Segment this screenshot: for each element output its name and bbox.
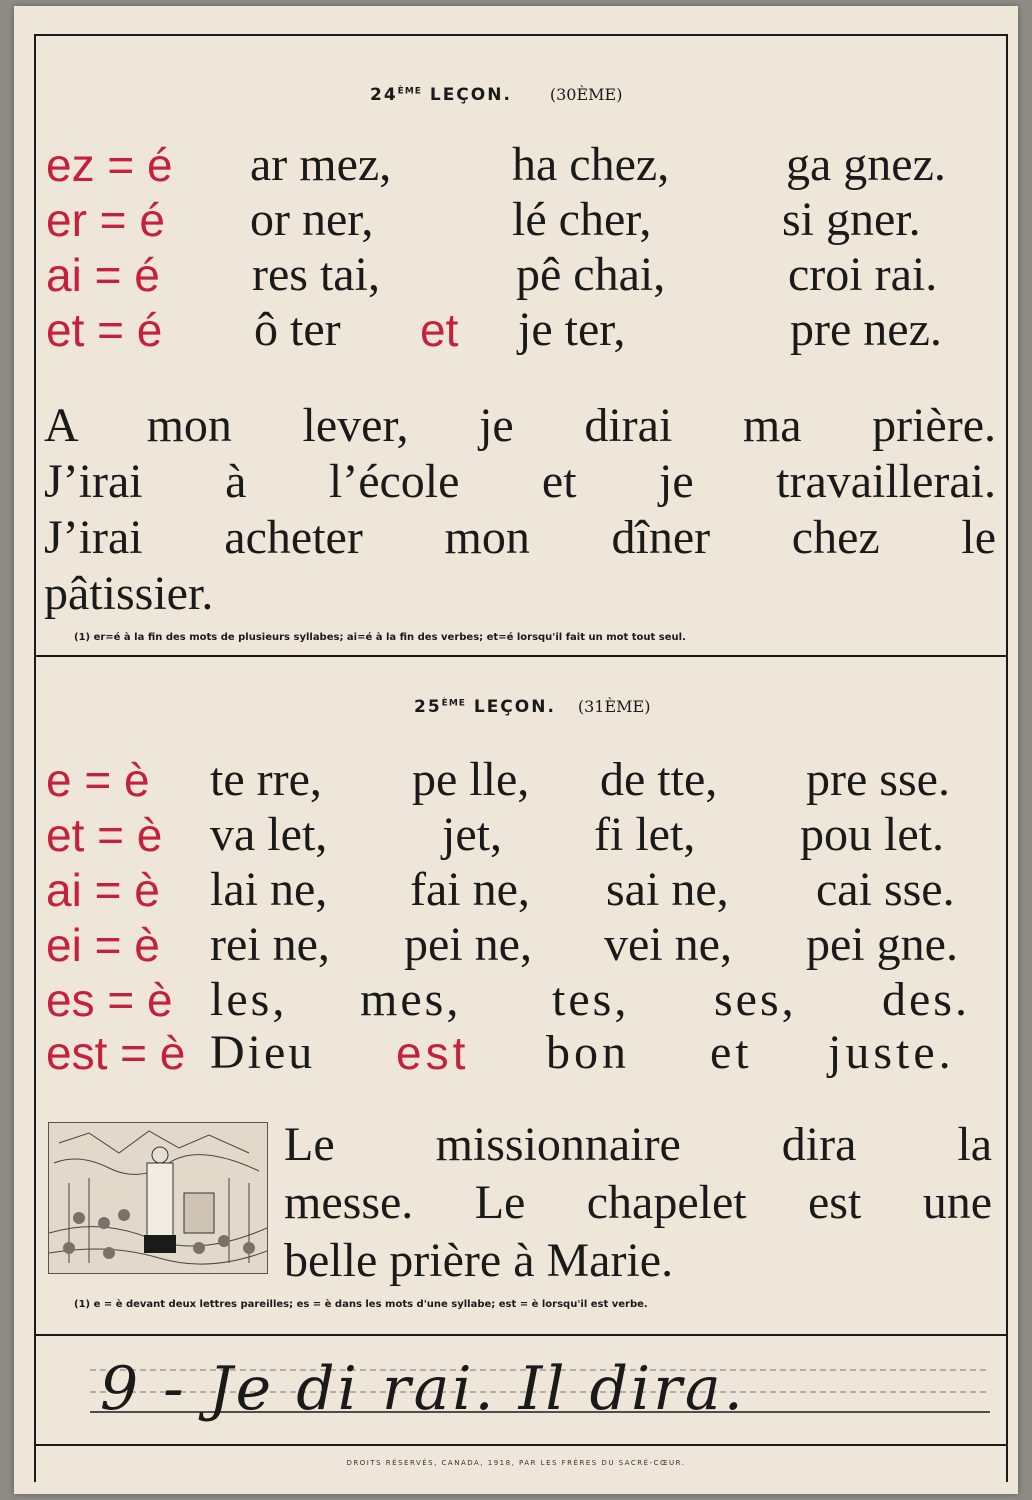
reading-line: belle prière à Marie.	[284, 1234, 674, 1287]
example-word: Dieu	[210, 1026, 316, 1079]
rule-key: et = è	[46, 809, 163, 861]
example-word: des.	[882, 973, 970, 1026]
missionary-illustration	[48, 1122, 268, 1274]
example-word: lai ne,	[210, 863, 328, 916]
example-word: je ter,	[518, 303, 626, 356]
example-word: pei gne.	[806, 918, 958, 971]
rule-key: ai = è	[46, 864, 160, 916]
example-word: rei ne,	[210, 918, 330, 971]
example-word: lé cher,	[512, 193, 652, 246]
lesson24-row	[46, 250, 996, 300]
lesson24-row	[46, 140, 996, 190]
example-word: ô ter	[254, 303, 341, 356]
lesson25-row	[46, 810, 996, 860]
section-divider	[34, 655, 1006, 657]
lesson25-row	[46, 920, 996, 970]
example-word: pe lle,	[412, 753, 530, 806]
example-word: vei ne,	[604, 918, 732, 971]
lesson24-alt-number: (30ÈME)	[549, 85, 623, 104]
lesson25-footnote: (1) e = è devant deux lettres pareilles; es = è dans les mots d'une syllabe; est = è lorsqu'il est verbe.	[74, 1299, 648, 1310]
lesson25-alt-number: (31ÈME)	[577, 697, 651, 716]
example-word: pê chai,	[516, 248, 666, 301]
example-word: pei ne,	[404, 918, 532, 971]
lesson25-number: 25	[414, 697, 442, 717]
rule-key: et = é	[46, 304, 163, 356]
rule-key: est = è	[46, 1027, 186, 1079]
example-word: pou let.	[800, 808, 944, 861]
example-word: sai ne,	[606, 863, 729, 916]
example-word: jet,	[442, 808, 502, 861]
example-word: pre nez.	[790, 303, 942, 356]
reading-line: A mon lever, je dirai ma prière.	[44, 399, 996, 452]
lesson24-row	[46, 305, 996, 355]
lesson24-row	[46, 195, 996, 245]
rule-key: ei = è	[46, 919, 160, 971]
bottom-rule	[34, 1444, 1006, 1446]
reading-line: pâtissier.	[44, 567, 214, 620]
reading-line: messe. Le chapelet est une	[284, 1176, 992, 1229]
lesson25-suffix: ÈME	[441, 698, 466, 709]
rule-key: e = è	[46, 754, 150, 806]
rule-key: es = è	[46, 974, 173, 1026]
lesson25-reading-text	[284, 1116, 992, 1290]
rule-key: ai = é	[46, 249, 160, 301]
example-word: si gner.	[782, 193, 921, 246]
example-word: res tai,	[252, 248, 380, 301]
example-word: or ner,	[250, 193, 374, 246]
lesson25-row	[46, 1028, 996, 1078]
rule-key: er = é	[46, 194, 165, 246]
example-word: et	[710, 1026, 753, 1079]
lesson24-word: LEÇON.	[429, 85, 512, 105]
example-word: ar mez,	[250, 138, 392, 191]
example-word: fi let,	[594, 808, 696, 861]
cursive-writing-line	[90, 1350, 990, 1430]
reading-line: J’irai acheter mon dîner chez le	[44, 511, 996, 564]
reading-line: Le missionnaire dira la	[284, 1118, 992, 1171]
example-word: ses,	[714, 973, 797, 1026]
example-word: ha chez,	[512, 138, 670, 191]
example-word: te rre,	[210, 753, 322, 806]
cursive-sentence: 9 - Je di rai. Il dira.	[100, 1354, 746, 1424]
example-word: cai sse.	[816, 863, 955, 916]
lesson24-number: 24	[370, 85, 398, 105]
example-word: fai ne,	[410, 863, 530, 916]
example-word: va let,	[210, 808, 328, 861]
highlighted-word: est	[396, 1027, 470, 1079]
lesson25-heading	[414, 697, 650, 717]
example-word: pre sse.	[806, 753, 950, 806]
lesson25-row	[46, 975, 996, 1025]
lesson24-footnote: (1) er=é à la fin des mots de plusieurs syllabes; ai=é à la fin des verbes; et=é lorsqu'il fait un mot tout seul.	[74, 632, 686, 643]
lesson24-reading-text	[44, 398, 996, 622]
copyright-footer: DROITS RÉSERVÉS, CANADA, 1918, PAR LES FRÈRES DU SACRÉ-CŒUR.	[346, 1459, 686, 1467]
lesson24-heading	[370, 85, 622, 105]
lesson25-row	[46, 865, 996, 915]
example-word: juste.	[828, 1026, 955, 1079]
reading-line: J’irai à l’école et je travaillerai.	[44, 455, 996, 508]
lesson25-row	[46, 755, 996, 805]
example-word: ga gnez.	[786, 138, 946, 191]
highlighted-word: et	[420, 304, 459, 356]
engraving-icon	[49, 1123, 267, 1273]
example-word: croi rai.	[788, 248, 938, 301]
section-divider	[34, 1334, 1006, 1336]
example-word: de tte,	[600, 753, 718, 806]
example-word: les,	[210, 973, 288, 1026]
lesson25-word: LEÇON.	[473, 697, 556, 717]
example-word: bon	[546, 1026, 630, 1079]
example-word: mes,	[360, 973, 462, 1026]
lesson24-suffix: ÈME	[397, 86, 422, 97]
example-word: tes,	[552, 973, 630, 1026]
rule-key: ez = é	[46, 139, 173, 191]
